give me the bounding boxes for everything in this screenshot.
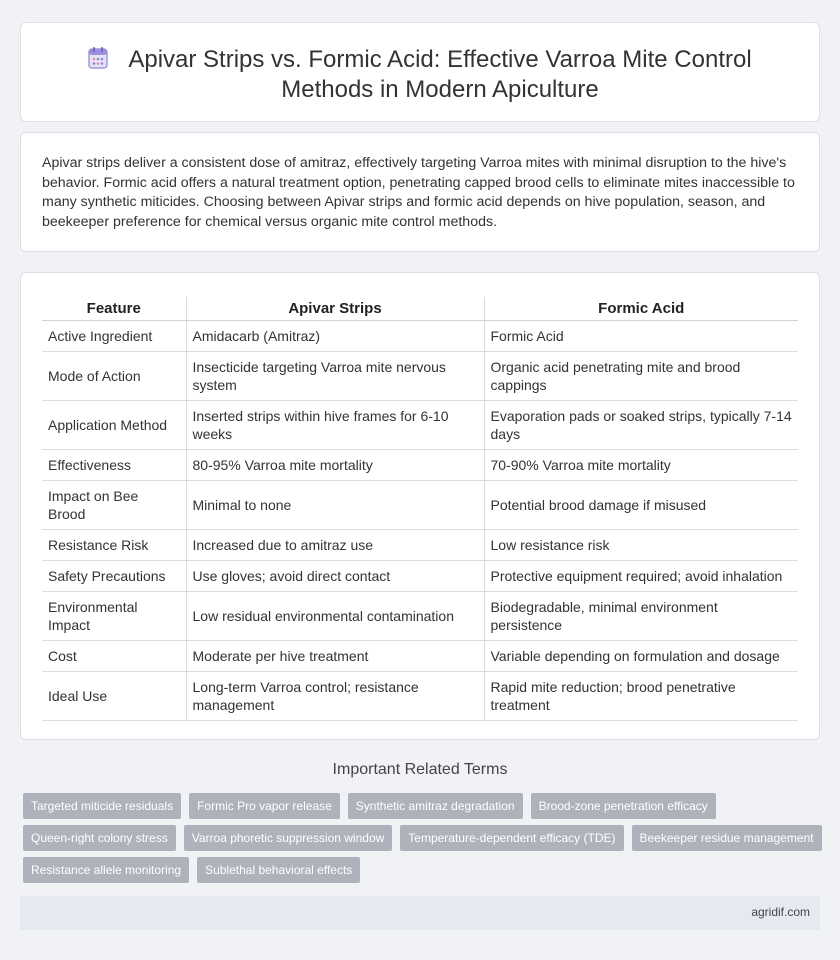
apivar-cell: Long-term Varroa control; resistance management [186, 671, 484, 720]
feature-cell: Impact on Bee Brood [42, 480, 186, 529]
formic-cell: Evaporation pads or soaked strips, typically 7-14 days [484, 400, 798, 449]
formic-cell: Protective equipment required; avoid inhalation [484, 560, 798, 591]
tag-row [23, 857, 823, 883]
table-row [42, 449, 798, 480]
table-row [42, 671, 798, 720]
footer-site[interactable]: agridif.com [751, 905, 810, 919]
table-row [42, 400, 798, 449]
formic-cell: Rapid mite reduction; brood penetrative treatment [484, 671, 798, 720]
header-feature: Feature [42, 297, 186, 320]
feature-cell: Active Ingredient [42, 320, 186, 351]
apivar-cell: Increased due to amitraz use [186, 529, 484, 560]
related-term-tag[interactable]: Sublethal behavioral effects [197, 857, 360, 883]
formic-cell: Low resistance risk [484, 529, 798, 560]
table-row [42, 560, 798, 591]
table-row [42, 591, 798, 640]
apivar-cell: Insecticide targeting Varroa mite nervous system [186, 351, 484, 400]
related-terms-list [23, 793, 823, 889]
feature-cell: Cost [42, 640, 186, 671]
title-card [20, 22, 820, 122]
related-term-tag[interactable]: Resistance allele monitoring [23, 857, 189, 883]
apivar-cell: Moderate per hive treatment [186, 640, 484, 671]
feature-cell: Environmental Impact [42, 591, 186, 640]
apivar-cell: Inserted strips within hive frames for 6-10 weeks [186, 400, 484, 449]
intro-card [20, 132, 820, 252]
apivar-cell: Amidacarb (Amitraz) [186, 320, 484, 351]
table-row [42, 529, 798, 560]
formic-cell: Potential brood damage if misused [484, 480, 798, 529]
feature-cell: Safety Precautions [42, 560, 186, 591]
formic-cell: Variable depending on formulation and dosage [484, 640, 798, 671]
apivar-cell: 80-95% Varroa mite mortality [186, 449, 484, 480]
tag-row [23, 825, 823, 851]
feature-cell: Mode of Action [42, 351, 186, 400]
related-terms-heading: Important Related Terms [332, 761, 508, 778]
table-row [42, 320, 798, 351]
page-title: Apivar Strips vs. Formic Acid: Effective Varroa Mite Control Methods in Modern Apiculture [128, 46, 752, 103]
formic-cell: Organic acid penetrating mite and brood cappings [484, 351, 798, 400]
header-apivar: Apivar Strips [186, 297, 484, 320]
table-header-row [42, 297, 798, 320]
table-row [42, 351, 798, 400]
formic-cell: 70-90% Varroa mite mortality [484, 449, 798, 480]
feature-cell: Application Method [42, 400, 186, 449]
related-term-tag[interactable]: Temperature-dependent efficacy (TDE) [400, 825, 623, 851]
related-term-tag[interactable]: Formic Pro vapor release [189, 793, 340, 819]
intro-paragraph: Apivar strips deliver a consistent dose of amitraz, effectively targeting Varroa mites with minimal disruption to the hive's behavior. Formic acid offers a natural treatment option, penetrating capped brood cells to eliminate mites inaccessible to many synthetic miticides. Choosing between Apivar strips and formic acid depends on hive population, season, and beekeeper preference for chemical versus organic mite control methods. [42, 155, 795, 230]
tag-row [23, 793, 823, 819]
related-term-tag[interactable]: Brood-zone penetration efficacy [531, 793, 716, 819]
feature-cell: Resistance Risk [42, 529, 186, 560]
formic-cell: Formic Acid [484, 320, 798, 351]
table-row [42, 640, 798, 671]
feature-cell: Effectiveness [42, 449, 186, 480]
apivar-cell: Use gloves; avoid direct contact [186, 560, 484, 591]
footer [20, 896, 820, 930]
apivar-cell: Low residual environmental contamination [186, 591, 484, 640]
comparison-table [42, 297, 798, 721]
related-term-tag[interactable]: Queen-right colony stress [23, 825, 176, 851]
apivar-cell: Minimal to none [186, 480, 484, 529]
related-term-tag[interactable]: Varroa phoretic suppression window [184, 825, 393, 851]
feature-cell: Ideal Use [42, 671, 186, 720]
formic-cell: Biodegradable, minimal environment persistence [484, 591, 798, 640]
related-term-tag[interactable]: Synthetic amitraz degradation [348, 793, 523, 819]
table-row [42, 480, 798, 529]
comparison-card [20, 272, 820, 740]
header-formic: Formic Acid [484, 297, 798, 320]
related-term-tag[interactable]: Beekeeper residue management [632, 825, 822, 851]
related-term-tag[interactable]: Targeted miticide residuals [23, 793, 181, 819]
